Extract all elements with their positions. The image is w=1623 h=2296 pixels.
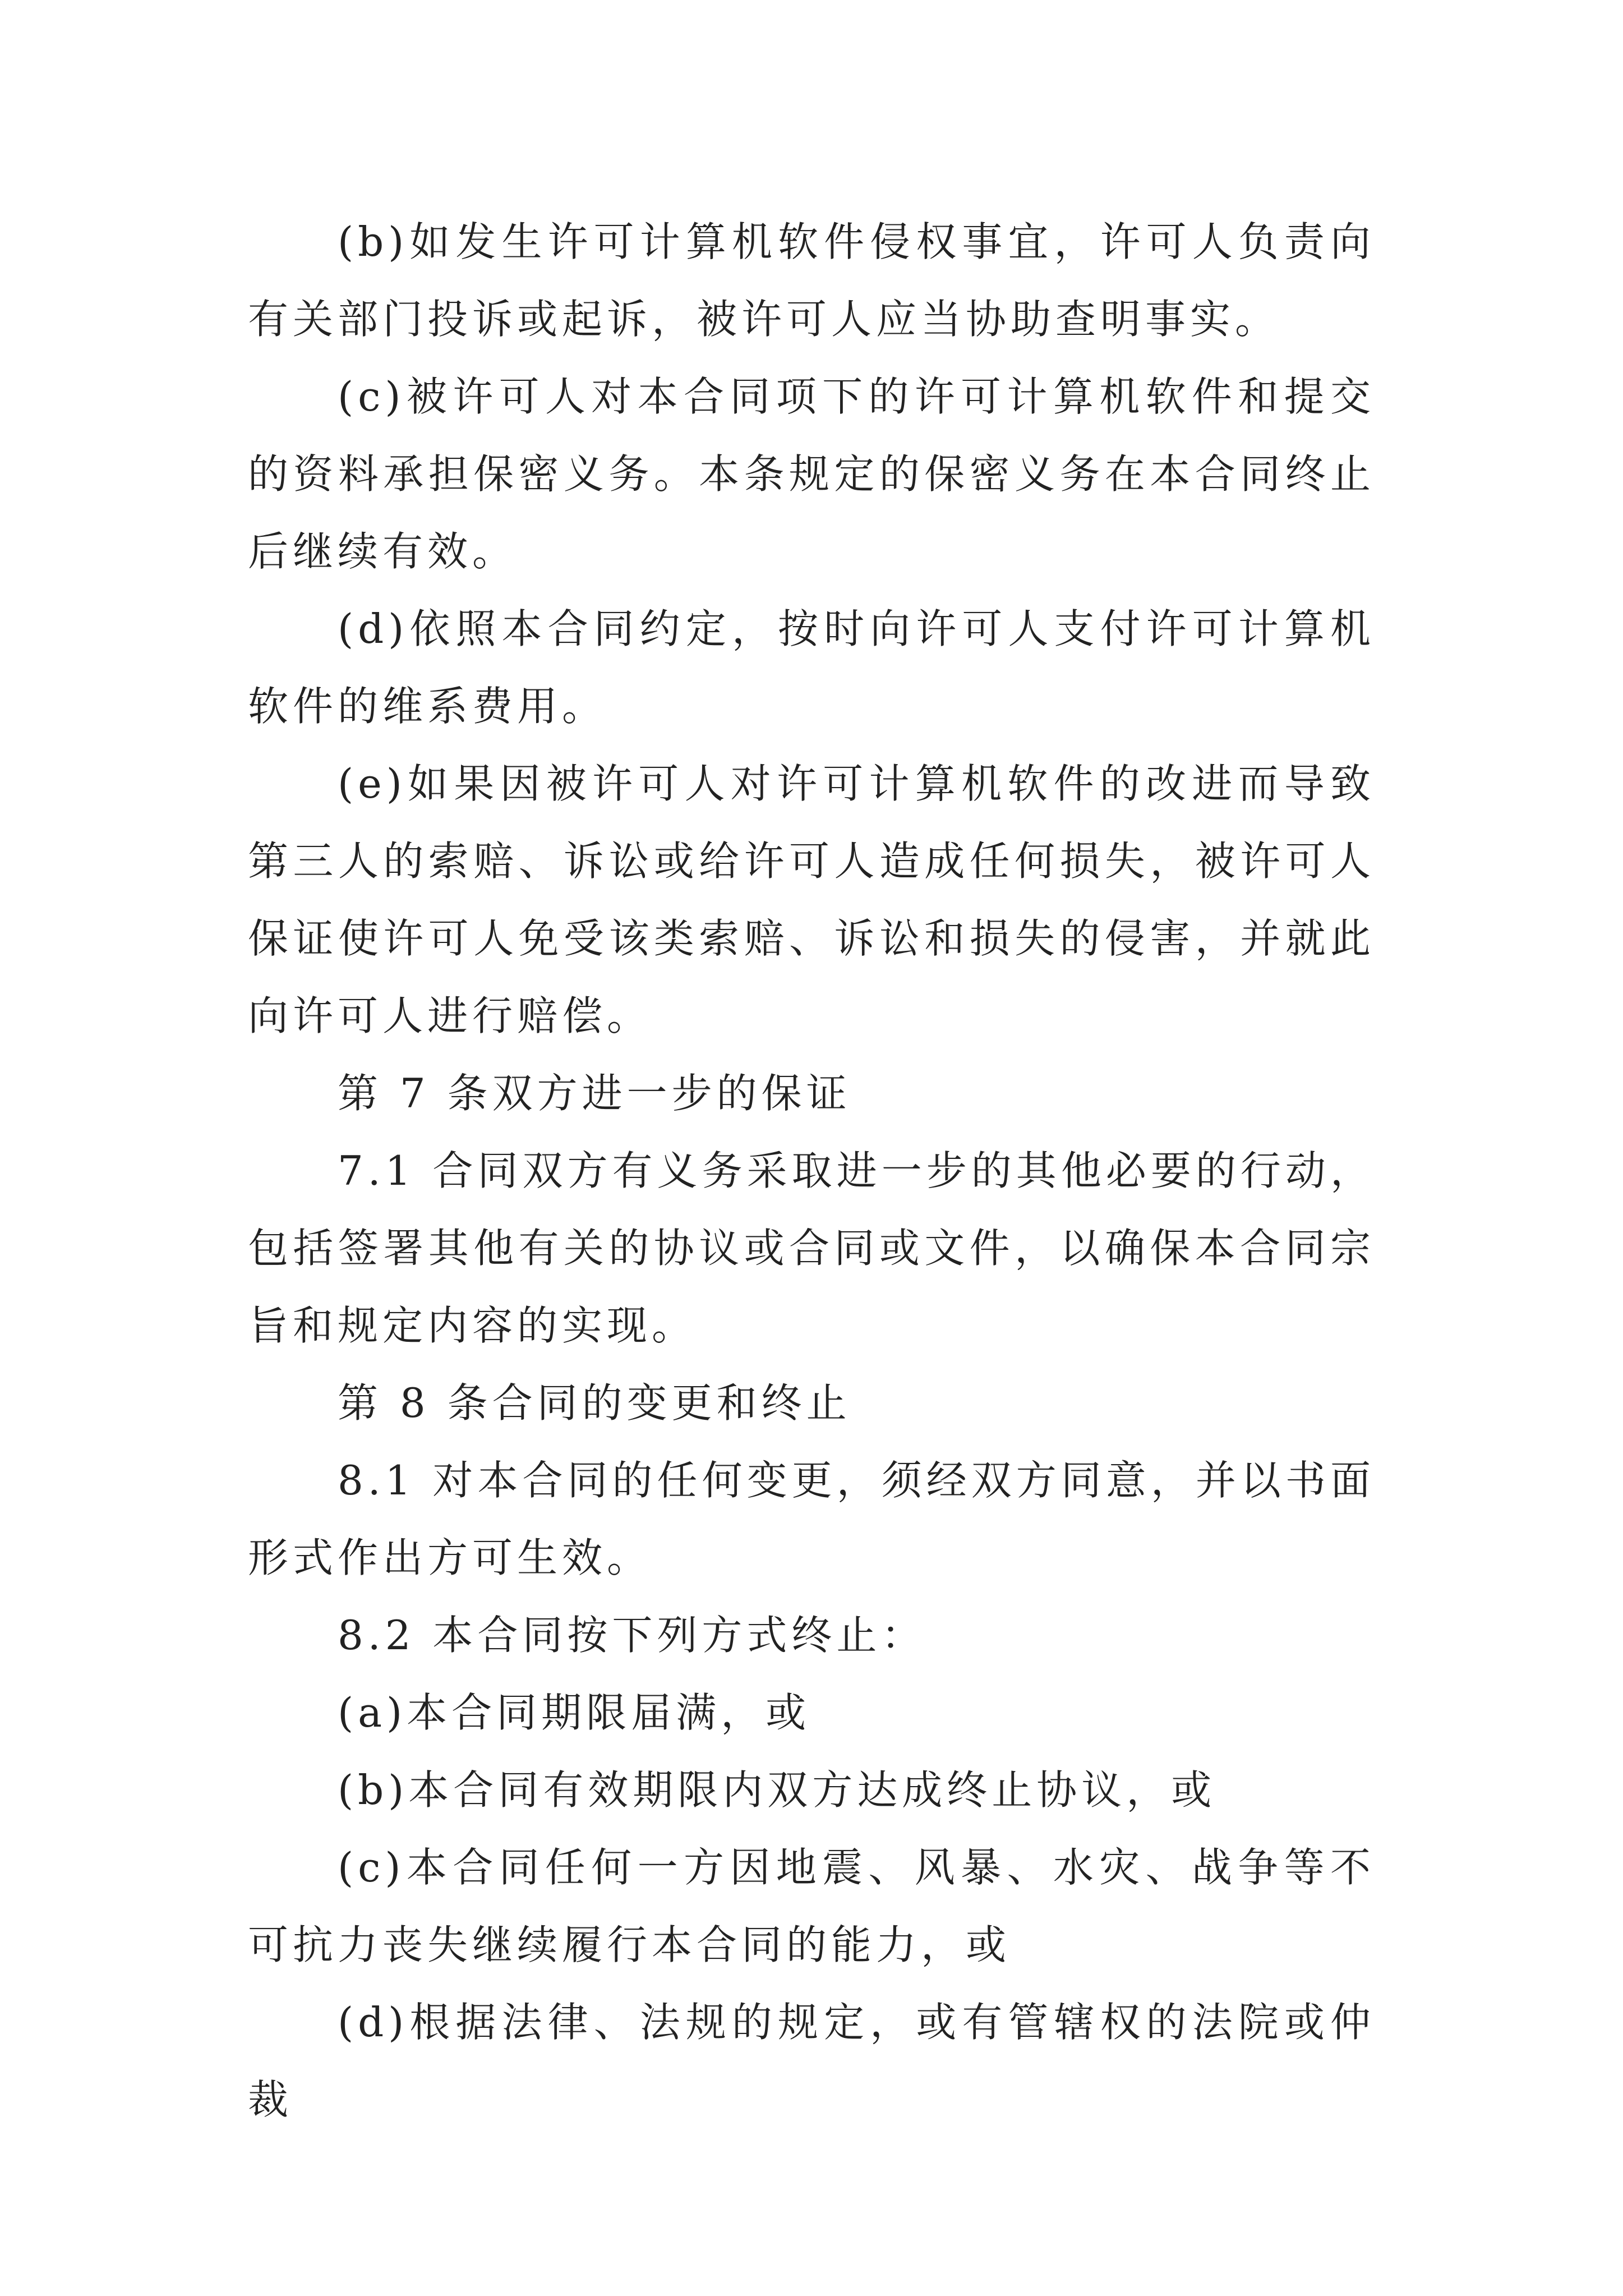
clause-8-2: 8.2 本合同按下列方式终止： [338, 1612, 926, 1659]
paragraph-d-maintenance-fee: (d)依照本合同约定，按时向许可人支付许可计算机软件的维系费用。 [248, 605, 1375, 730]
termination-item-d: (d)根据法律、法规的规定，或有管辖权的法院或仲裁 [248, 1999, 1375, 2123]
article-8-heading: 第 8 条合同的变更和终止 [338, 1379, 851, 1427]
clause-8-1: 8.1 对本合同的任何变更，须经双方同意，并以书面形式作出方可生效。 [248, 1457, 1375, 1581]
paragraph-e-indemnity: (e)如果因被许可人对许可计算机软件的改进而导致第三人的索赔、诉讼或给许可人造成任何损失，被许可人保证使许可人免受该类索赔、诉讼和损失的侵害，并就此向许可人进行赔偿。 [248, 760, 1375, 1039]
document-body [248, 203, 1375, 2138]
termination-item-b: (b)本合同有效期限内双方达成终止协议，或 [338, 1766, 1216, 1814]
paragraph-c-confidentiality: (c)被许可人对本合同项下的许可计算机软件和提交的资料承担保密义务。本条规定的保密义务在本合同终止后继续有效。 [248, 373, 1375, 575]
clause-7-1: 7.1 合同双方有义务采取进一步的其他必要的行动，包括签署其他有关的协议或合同或文件，以确保本合同宗旨和规定内容的实现。 [248, 1147, 1375, 1349]
termination-item-a: (a)本合同期限届满，或 [338, 1689, 811, 1736]
termination-item-c: (c)本合同任何一方因地震、风暴、水灾、战争等不可抗力丧失继续履行本合同的能力，或 [248, 1844, 1375, 1968]
article-7-heading: 第 7 条双方进一步的保证 [338, 1070, 851, 1117]
paragraph-b-infringement: (b)如发生许可计算机软件侵权事宜，许可人负责向有关部门投诉或起诉，被许可人应当协助查明事实。 [248, 218, 1375, 343]
